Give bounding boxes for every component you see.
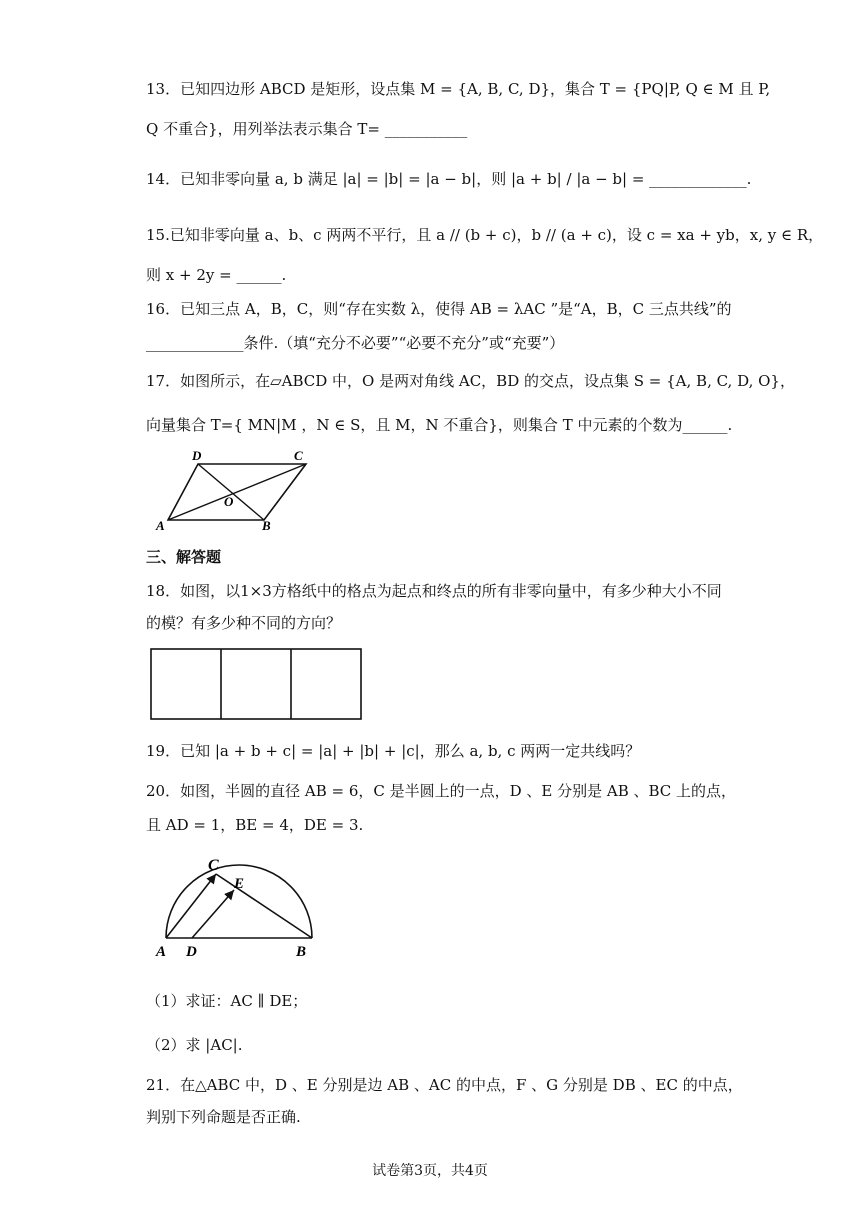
figure-label-o: O: [224, 494, 234, 509]
figure-label-a: A: [156, 518, 165, 532]
problem-20-line-1: 20．如图，半圆的直径 AB = 6，C 是半圆上的一点，D 、E 分别是 AB 、BC 上的点，: [146, 782, 737, 800]
problem-14-line-1: 14．已知非零向量 a, b 满足 |a| = |b| = |a − b|，则 |a + b| / |a − b| = _____________.: [146, 170, 752, 188]
grid-1x3-figure: [150, 648, 364, 722]
problem-15-line-2: 则 x + 2y = ______.: [146, 266, 287, 284]
problem-13-line-2: Q 不重合}，用列举法表示集合 T= ___________: [146, 120, 468, 138]
figure-label-b: B: [262, 518, 271, 532]
problem-15-line-1: 15.已知非零向量 a、b、c 两两不平行，且 a // (b + c)，b // (a + c)，设 c = xa + yb，x, y ∈ R，: [146, 226, 824, 244]
figure-label-c: C: [208, 857, 219, 874]
problem-20-line-2: 且 AD = 1，BE = 4，DE = 3.: [146, 816, 364, 834]
problem-16-line-2: _____________条件.（填“充分不必要”“必要不充分”或“充要”）: [146, 334, 565, 352]
figure-label-d: D: [186, 944, 197, 960]
figure-label-d: D: [192, 450, 202, 463]
figure-label-b: B: [296, 944, 307, 960]
problem-18-line-2: 的模？有多少种不同的方向？: [146, 614, 342, 632]
section-heading: 三、解答题: [146, 548, 222, 566]
problem-20-question-2: （2）求 |AC|.: [146, 1036, 243, 1054]
problem-16-line-1: 16．已知三点 A，B，C，则“存在实数 λ，使得 AB = λAC ”是“A，B，C 三点共线”的: [146, 300, 732, 318]
page-footer: 试卷第3页，共4页: [372, 1163, 488, 1179]
problem-21-line-2: 判别下列命题是否正确.: [146, 1108, 301, 1126]
figure-label-e: E: [234, 876, 245, 892]
parallelogram-figure: [152, 450, 322, 532]
problem-18-line-1: 18．如图，以1×3方格纸中的格点为起点和终点的所有非零向量中，有多少种大小不同: [146, 582, 722, 600]
figure-label-a: A: [156, 944, 167, 960]
figure-label-c: C: [294, 450, 303, 463]
problem-19-line-1: 19．已知 |a + b + c| = |a| + |b| + |c|，那么 a, b, c 两两一定共线吗？: [146, 742, 641, 760]
problem-20-question-1: （1）求证：AC ∥ DE；: [146, 992, 308, 1010]
problem-13-line-1: 13．已知四边形 ABCD 是矩形，设点集 M = {A, B, C, D}，集合 T = {PQ|P, Q ∈ M 且 P,: [146, 80, 771, 98]
problem-17-line-2: 向量集合 T={ MN|M ，N ∈ S，且 M，N 不重合}，则集合 T 中元素的个数为______.: [146, 416, 733, 434]
problem-17-line-1: 17．如图所示，在▱ABCD 中，O 是两对角线 AC，BD 的交点，设点集 S = {A, B, C, D, O}，: [146, 372, 795, 390]
problem-21-line-1: 21．在△ABC 中，D 、E 分别是边 AB 、AC 的中点，F 、G 分别是 DB 、EC 的中点，: [146, 1076, 743, 1094]
semicircle-figure: [152, 852, 322, 962]
